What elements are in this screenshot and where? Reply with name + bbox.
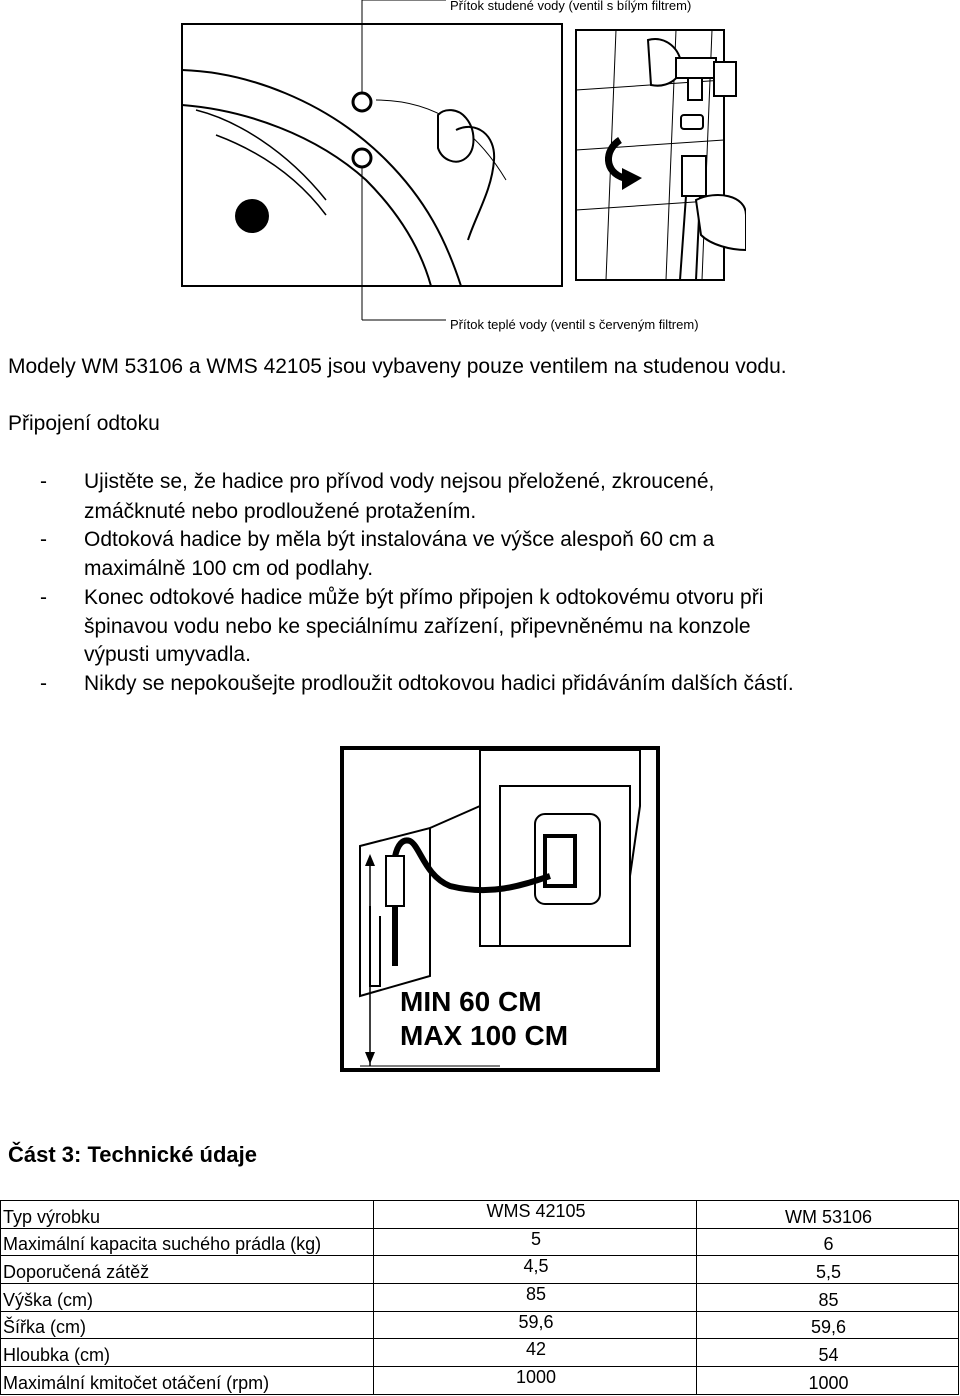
table-row xyxy=(1,1339,959,1367)
spec-label-cell: Šířka (cm) xyxy=(1,1311,374,1339)
spec-wm53106-cell: 59,6 xyxy=(697,1311,959,1339)
table-row xyxy=(1,1284,959,1312)
hot-water-label: Přítok teplé vody (ventil s červeným filtrem) xyxy=(450,317,699,332)
spec-wm53106-cell: 5,5 xyxy=(697,1256,959,1284)
spec-wms42105-cell: 1000 xyxy=(374,1367,697,1395)
cold-only-note: Modely WM 53106 a WMS 42105 jsou vybaveny pouze ventilem na studenou vodu. xyxy=(8,355,787,378)
spec-wms42105-cell: 5 xyxy=(374,1228,697,1256)
spec-label-cell: Výška (cm) xyxy=(1,1284,374,1312)
valves-illustration xyxy=(176,0,746,340)
tech-heading: Část 3: Technické údaje xyxy=(8,1142,258,1167)
spec-wms42105-cell: 85 xyxy=(374,1284,697,1312)
tech-table xyxy=(0,1200,959,1395)
spec-wm53106-cell: 54 xyxy=(697,1339,959,1367)
spec-wms42105-cell: 42 xyxy=(374,1339,697,1367)
spec-wm53106-cell: 6 xyxy=(697,1228,959,1256)
drain-height-illustration xyxy=(340,746,660,1072)
max-height-label: MAX 100 CM xyxy=(400,1020,569,1051)
spec-label-cell: Maximální kmitočet otáčení (rpm) xyxy=(1,1367,374,1395)
hot-valve-icon xyxy=(353,149,371,167)
spec-wms42105-cell: 59,6 xyxy=(374,1311,697,1339)
spec-label-cell: Doporučená zátěž xyxy=(1,1256,374,1284)
spec-label-cell: Hloubka (cm) xyxy=(1,1339,374,1367)
spec-wm53106-cell: WM 53106 xyxy=(697,1201,959,1229)
valves-figure xyxy=(176,0,746,340)
drain-hole-icon xyxy=(235,199,269,233)
spec-label-cell: Typ výrobku xyxy=(1,1201,374,1229)
spec-wm53106-cell: 85 xyxy=(697,1284,959,1312)
table-row xyxy=(1,1311,959,1339)
cold-water-label: Přítok studené vody (ventil s bílým filtrem) xyxy=(450,0,692,13)
table-row xyxy=(1,1228,959,1256)
cold-valve-icon xyxy=(353,93,371,111)
drain-figure xyxy=(340,746,660,1072)
table-row xyxy=(1,1367,959,1395)
drain-heading: Připojení odtoku xyxy=(8,412,160,435)
table-row xyxy=(1,1256,959,1284)
spec-wm53106-cell: 1000 xyxy=(697,1367,959,1395)
table-row xyxy=(1,1201,959,1229)
min-height-label: MIN 60 CM xyxy=(400,986,542,1017)
spec-label-cell: Maximální kapacita suchého prádla (kg) xyxy=(1,1228,374,1256)
spec-wms42105-cell: 4,5 xyxy=(374,1256,697,1284)
spec-wms42105-cell: WMS 42105 xyxy=(374,1201,697,1229)
